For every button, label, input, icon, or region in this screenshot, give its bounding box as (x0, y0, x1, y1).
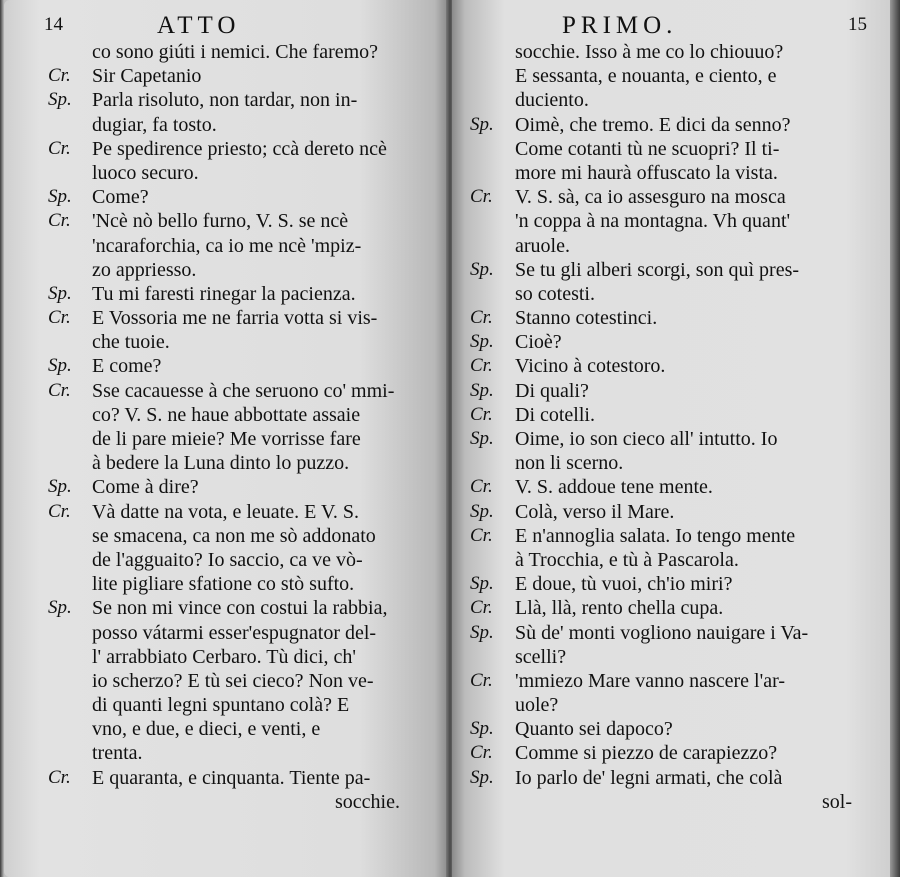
line-text: trenta. (92, 742, 143, 765)
text-line (452, 161, 890, 185)
line-text: di quanti legni spuntano colà? E (92, 694, 350, 717)
line-text: Tu mi faresti rinegar la pacienza. (92, 282, 356, 305)
line-text: Stanno cotestinci. (515, 307, 658, 330)
speaker-label: Sp. (48, 597, 72, 619)
speaker-label: Sp. (470, 621, 494, 643)
speaker-label: Sp. (48, 282, 72, 304)
speaker-label: Sp. (470, 718, 494, 740)
text-line (4, 548, 448, 572)
text-line (452, 209, 890, 233)
line-text: Come à dire? (92, 476, 199, 499)
speaker-label: Cr. (470, 307, 493, 329)
text-line (452, 113, 890, 137)
text-line (452, 403, 890, 427)
speaker-label: Cr. (48, 500, 71, 522)
line-text: more mi haurà offuscato la vista. (515, 161, 778, 184)
line-text: E sessanta, e nouanta, e ciento, e (515, 65, 777, 88)
text-line (452, 741, 890, 765)
line-text: dugiar, fa tosto. (92, 113, 217, 136)
line-text: E doue, tù vuoi, ch'io miri? (515, 573, 733, 596)
line-text: io scherzo? E tù sei cieco? Non ve- (92, 669, 374, 692)
text-line (452, 693, 890, 717)
page-number: 14 (44, 14, 63, 35)
running-head: ATTO (157, 12, 241, 39)
line-text: co? V. S. ne haue abbottate assaie (92, 403, 361, 426)
text-line (4, 258, 448, 282)
line-text: zo appriesso. (92, 258, 197, 281)
text-line (452, 572, 890, 596)
line-text: V. S. sà, ca io assesguro na mosca (515, 186, 786, 209)
line-text: E come? (92, 355, 162, 378)
line-text: l' arrabbiato Cerbaro. Tù dici, ch' (92, 645, 356, 668)
line-text: lite pigliare sfatione co stò sufto. (92, 573, 355, 596)
text-line (4, 161, 448, 185)
line-text: Quanto sei dapoco? (515, 718, 673, 741)
text-line (452, 548, 890, 572)
text-line (452, 451, 890, 475)
text-line (452, 64, 890, 88)
text-line (452, 645, 890, 669)
text-line (4, 596, 448, 620)
text-line (4, 209, 448, 233)
line-text: uole? (515, 694, 559, 717)
text-line (4, 717, 448, 741)
running-head: PRIMO. (562, 12, 678, 39)
text-line (4, 790, 448, 814)
line-text: vno, e due, e dieci, e venti, e (92, 718, 321, 741)
speaker-label: Cr. (48, 137, 71, 159)
speaker-label: Sp. (470, 573, 494, 595)
line-text: Sse cacauesse à che seruono co' mmi- (92, 379, 395, 402)
speaker-label: Cr. (470, 355, 493, 377)
text-line (4, 88, 448, 112)
speaker-label: Sp. (48, 476, 72, 498)
line-text: Pe spedirence priesto; ccà dereto ncè (92, 137, 387, 160)
text-line (452, 379, 890, 403)
line-text: Come cotanti tù ne scuopri? Il ti- (515, 137, 780, 160)
text-line (452, 621, 890, 645)
right-page (452, 0, 890, 877)
text-line (452, 354, 890, 378)
text-line (4, 40, 448, 64)
speaker-label: Cr. (470, 403, 493, 425)
catchword: sol- (822, 790, 852, 813)
speaker-label: Cr. (470, 669, 493, 691)
text-line (452, 137, 890, 161)
line-text: so cotesti. (515, 282, 595, 305)
speaker-label: Sp. (48, 186, 72, 208)
text-line (4, 282, 448, 306)
line-text: Vicino à cotestoro. (515, 355, 666, 378)
speaker-label: Cr. (470, 597, 493, 619)
line-text: se smacena, ca non me sò addonato (92, 524, 376, 547)
speaker-label: Sp. (470, 428, 494, 449)
line-text: Comme si piezzo de carapiezzo? (515, 742, 778, 765)
text-block (4, 40, 448, 814)
text-line (4, 185, 448, 209)
line-text: Come? (92, 186, 149, 209)
text-line (452, 306, 890, 330)
text-line (4, 741, 448, 765)
line-text: E Vossoria me ne farria votta si vis- (92, 307, 378, 330)
speaker-label: Cr. (48, 65, 71, 87)
text-line (452, 790, 890, 814)
text-line (4, 64, 448, 88)
line-text: 'n coppa à na montagna. Vh quant' (515, 210, 791, 233)
speaker-label: Sp. (470, 258, 494, 280)
speaker-label: Sp. (470, 379, 494, 401)
line-text: Di quali? (515, 379, 589, 402)
speaker-label: Sp. (470, 766, 494, 788)
line-text: Sù de' monti vogliono nauigare i Va- (515, 621, 809, 644)
text-line (4, 234, 448, 258)
line-text: Se non mi vince con costui la rabbia, (92, 597, 388, 620)
speaker-label: Sp. (48, 355, 72, 377)
line-text: aruole. (515, 234, 570, 257)
line-text: duciento. (515, 89, 589, 112)
line-text: Io parlo de' legni armati, che colà (515, 766, 783, 789)
text-line (4, 354, 448, 378)
text-line (4, 766, 448, 790)
text-line (452, 500, 890, 524)
speaker-label: Cr. (48, 307, 71, 329)
speaker-label: Cr. (470, 742, 493, 764)
line-text: posso vátarmi esser'espugnator del- (92, 621, 377, 644)
speaker-label: Cr. (48, 766, 71, 788)
text-line (4, 693, 448, 717)
text-line (452, 282, 890, 306)
line-text: de l'agguaito? Io saccio, ca ve vò- (92, 548, 363, 571)
line-text: E n'annoglia salata. Io tengo mente (515, 524, 796, 547)
text-line (452, 258, 890, 282)
line-text: Di cotelli. (515, 403, 595, 426)
text-line (4, 306, 448, 330)
text-block (452, 40, 890, 814)
text-line (452, 427, 890, 451)
text-line (4, 621, 448, 645)
text-line (4, 427, 448, 451)
text-line (4, 379, 448, 403)
line-text: che tuoie. (92, 331, 170, 354)
line-text: à Trocchia, e tù à Pascarola. (515, 548, 739, 571)
line-text: Cioè? (515, 331, 562, 354)
text-line (452, 234, 890, 258)
left-page (4, 0, 448, 877)
line-text: V. S. addoue tene mente. (515, 476, 713, 499)
line-text: à bedere la Luna dinto lo puzzo. (92, 452, 350, 475)
text-line (452, 596, 890, 620)
text-line (4, 403, 448, 427)
speaker-label: Cr. (470, 186, 493, 208)
line-text: co sono giúti i nemici. Che faremo? (92, 41, 379, 63)
line-text: Parla risoluto, non tardar, non in- (92, 89, 358, 112)
speaker-label: Sp. (470, 331, 494, 353)
text-line (452, 524, 890, 548)
speaker-label: Cr. (48, 379, 71, 401)
text-line (4, 572, 448, 596)
text-line (452, 669, 890, 693)
text-line (452, 330, 890, 354)
page-edges (890, 0, 900, 877)
text-line (4, 137, 448, 161)
text-line (452, 185, 890, 209)
speaker-label: Cr. (48, 210, 71, 232)
line-text: scelli? (515, 645, 567, 668)
line-text: non li scerno. (515, 452, 624, 475)
speaker-label: Sp. (470, 500, 494, 522)
line-text: Và datte na vota, e leuate. E V. S. (92, 500, 359, 523)
line-text: luoco securo. (92, 161, 199, 184)
speaker-label: Sp. (470, 113, 494, 135)
line-text: socchie. Isso à me co lo chiouuo? (515, 41, 784, 63)
line-text: 'mmiezo Mare vanno nascere l'ar- (515, 669, 786, 692)
text-line (452, 40, 890, 64)
text-line (4, 113, 448, 137)
text-line (4, 500, 448, 524)
text-line (4, 669, 448, 693)
line-text: Sir Capetanio (92, 65, 202, 88)
line-text: Llà, llà, rento chella cupa. (515, 597, 724, 620)
text-line (4, 451, 448, 475)
line-text: 'Ncè nò bello furno, V. S. se ncè (92, 210, 349, 233)
speaker-label: Sp. (48, 89, 72, 111)
text-line (452, 717, 890, 741)
speaker-label: Cr. (470, 476, 493, 498)
line-text: Oime, io son cieco all' intutto. Io (515, 428, 778, 450)
line-text: Oimè, che tremo. E dici da senno? (515, 113, 791, 136)
line-text: Colà, verso il Mare. (515, 500, 675, 523)
text-line (452, 88, 890, 112)
line-text: E quaranta, e cinquanta. Tiente pa- (92, 766, 371, 789)
page-number: 15 (848, 14, 867, 35)
catchword: socchie. (335, 790, 400, 813)
text-line (4, 645, 448, 669)
line-text: de li pare mieie? Me vorrisse fare (92, 428, 361, 450)
line-text: Se tu gli alberi scorgi, son quì pres- (515, 258, 800, 281)
text-line (4, 330, 448, 354)
text-line (452, 475, 890, 499)
line-text: 'ncaraforchia, ca io me ncè 'mpiz- (92, 234, 362, 257)
text-line (4, 524, 448, 548)
text-line (4, 475, 448, 499)
speaker-label: Cr. (470, 524, 493, 546)
text-line (452, 766, 890, 790)
